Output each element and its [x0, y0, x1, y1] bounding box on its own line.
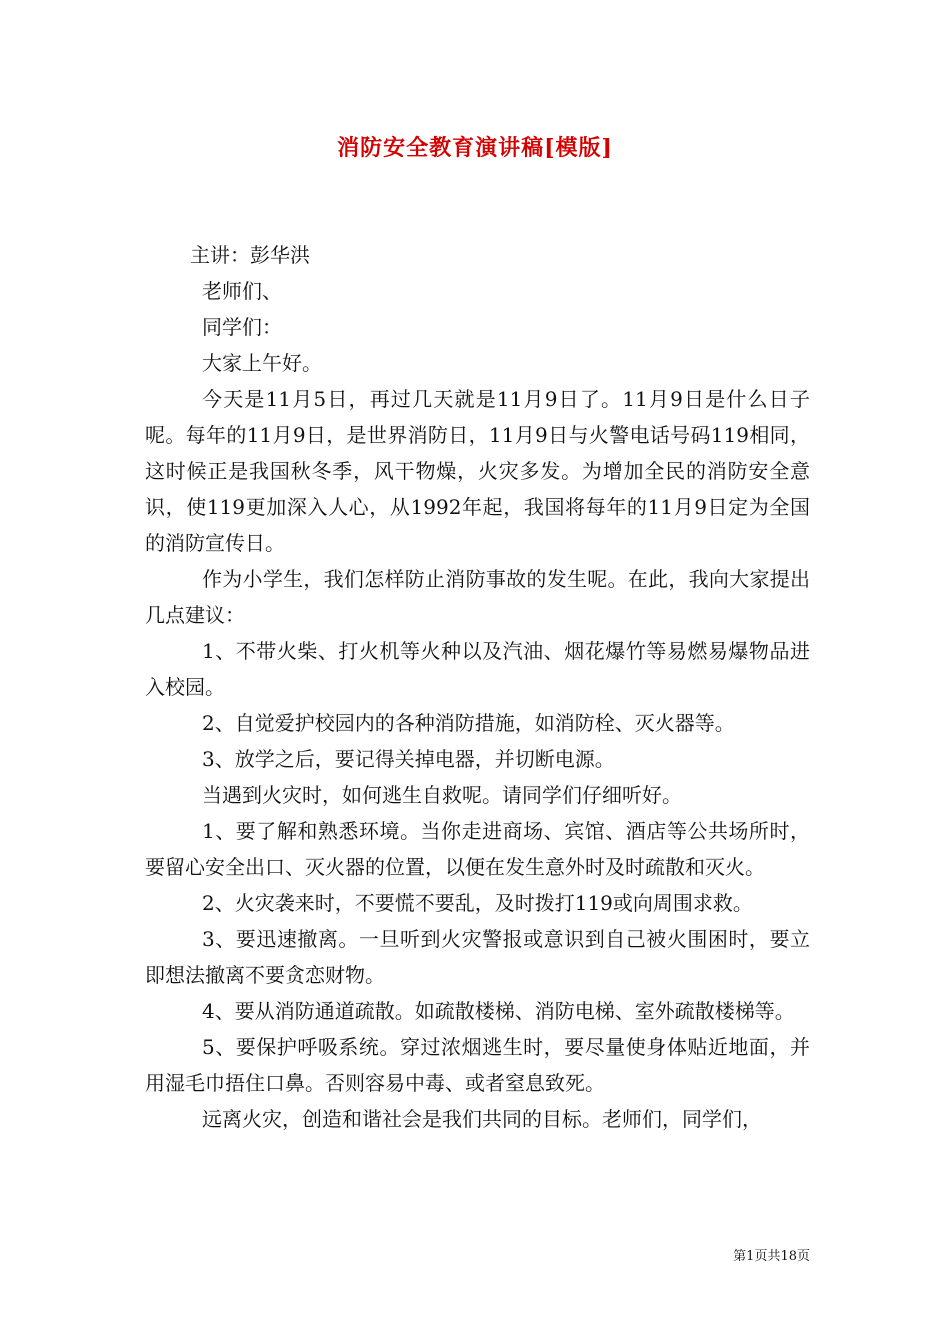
page-number: 第1页共18页	[733, 1249, 810, 1264]
suggestion-item: 3、放学之后，要记得关掉电器，并切断电源。	[202, 747, 615, 771]
escape-tip: 3、要迅速撤离。一旦听到火灾警报或意识到自己被火围困时，要立即想法撤离不要贪恋财物。	[145, 927, 810, 987]
suggestion-item: 2、自觉爱护校园内的各种消防措施，如消防栓、灭火器等。	[202, 711, 735, 735]
suggestion-item: 1、不带火柴、打火机等火种以及汽油、烟花爆竹等易燃易爆物品进入校园。	[145, 639, 810, 699]
salutation-students: 同学们：	[202, 315, 282, 339]
escape-tip: 4、要从消防通道疏散。如疏散楼梯、消防电梯、室外疏散楼梯等。	[202, 999, 795, 1023]
document-body	[145, 237, 810, 1137]
salutation-greeting: 大家上午好。	[202, 351, 322, 375]
escape-tip: 5、要保护呼吸系统。穿过浓烟逃生时，要尽量使身体贴近地面，并用湿毛巾捂住口鼻。否则容易中毒、或者窒息致死。	[145, 1035, 810, 1095]
speaker-line: 主讲：彭华洪	[190, 243, 310, 267]
document-title: 消防安全教育演讲稿[模版]	[337, 135, 613, 161]
paragraph-fire-day: 今天是11月5日，再过几天就是11月9日了。11月9日是什么日子呢。每年的11月9日，是世界消防日，11月9日与火警电话号码119相同，这时候正是我国秋冬季，风干物燥，火灾多发。为增加全民的消防安全意识，使119更加深入人心，从1992年起，我国将每年的11月9日定为全国的消防宣传日。	[145, 387, 810, 555]
salutation-teachers: 老师们、	[202, 279, 282, 303]
escape-tip: 2、火灾袭来时，不要慌不要乱，及时拨打119或向周围求救。	[202, 891, 753, 915]
closing-paragraph: 远离火灾，创造和谐社会是我们共同的目标。老师们，同学们，	[202, 1107, 762, 1131]
paragraph-suggestions-intro: 作为小学生，我们怎样防止消防事故的发生呢。在此，我向大家提出几点建议：	[145, 567, 810, 627]
escape-intro: 当遇到火灾时，如何逃生自救呢。请同学们仔细听好。	[202, 783, 682, 807]
escape-tip: 1、要了解和熟悉环境。当你走进商场、宾馆、酒店等公共场所时，要留心安全出口、灭火器的位置，以便在发生意外时及时疏散和灭火。	[145, 819, 810, 879]
